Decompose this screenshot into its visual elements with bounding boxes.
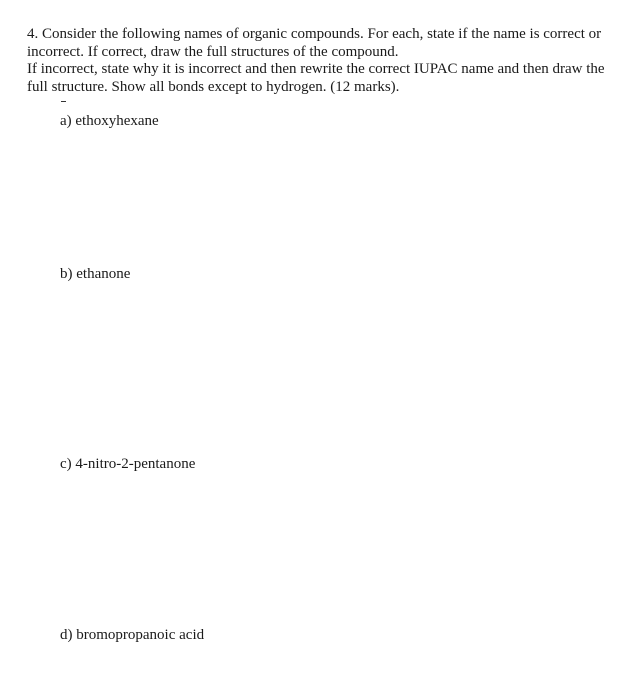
part-a-label: a) ethoxyhexane <box>60 113 159 129</box>
question-intro: 4. Consider the following names of organic compounds. For each, state if the name is correct or incorrect. If correct, draw the full structures of the compound. <box>27 26 602 60</box>
part-b-label: b) ethanone <box>60 266 131 282</box>
question-prompt <box>27 26 612 96</box>
part-c-label: c) 4-nitro-2-pentanone <box>60 456 196 472</box>
part-d-label: d) bromopropanoic acid <box>60 627 205 643</box>
stray-mark <box>61 101 66 102</box>
question-instructions: If incorrect, state why it is incorrect and then rewrite the correct IUPAC name and then draw the full structure. Show all bonds except to hydrogen. (12 marks). <box>27 61 605 95</box>
